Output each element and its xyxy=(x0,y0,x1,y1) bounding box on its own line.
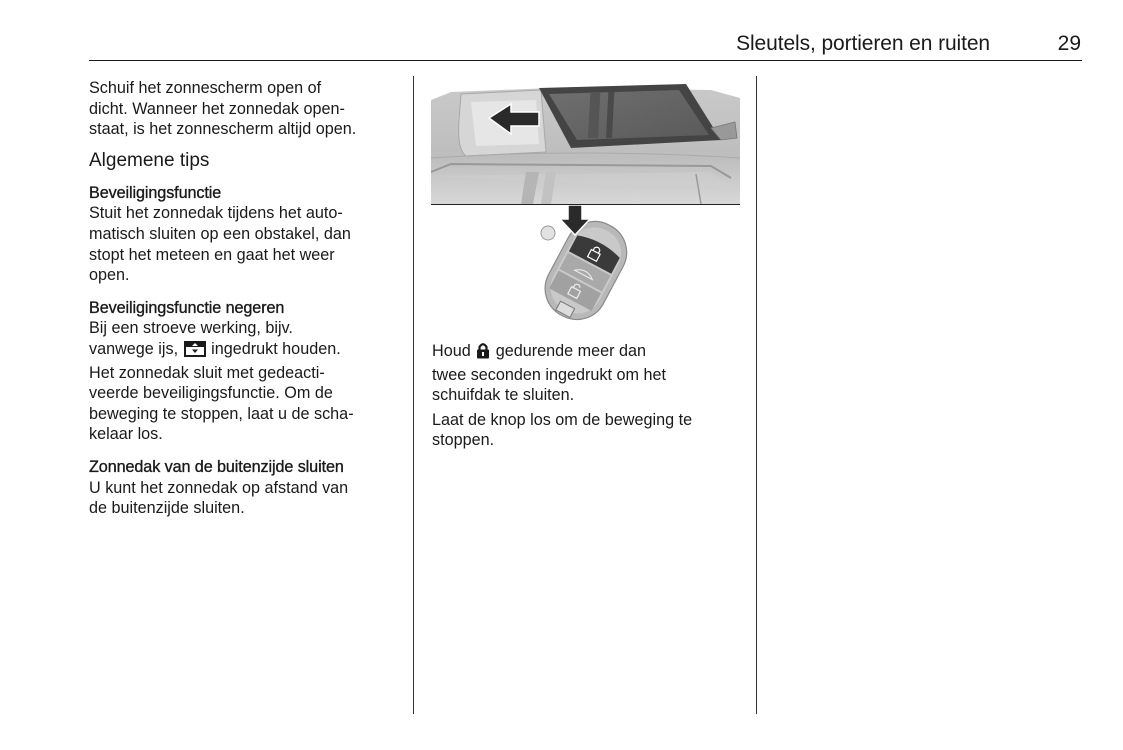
lock-icon xyxy=(476,342,490,365)
remote-block xyxy=(89,457,399,519)
sunroof-closing-illustration xyxy=(431,80,740,205)
text-line-with-icon xyxy=(432,341,742,365)
override-block xyxy=(89,298,399,445)
text-line: dicht. Wanneer het zonnedak open- xyxy=(89,99,345,118)
text-fragment: vanwege ijs, xyxy=(89,339,179,358)
sunroof-close-switch-icon xyxy=(184,341,206,363)
text-line: Stuit het zonnedak tijdens het auto- xyxy=(89,204,343,223)
safety-heading: Beveiligingsfunctie xyxy=(89,183,222,202)
page-number: 29 xyxy=(1057,32,1081,55)
intro-paragraph xyxy=(89,78,399,140)
text-line-with-icon xyxy=(89,339,399,363)
text-line: schuifdak te sluiten. xyxy=(432,386,575,405)
key-fob-lock-button-illustration xyxy=(520,205,650,330)
text-fragment: ingedrukt houden. xyxy=(211,339,341,358)
column-divider-right xyxy=(756,76,757,714)
text-line: Bij een stroeve werking, bijv. xyxy=(89,319,293,338)
text-line: beweging te stoppen, laat u de scha- xyxy=(89,404,354,423)
text-line: open. xyxy=(89,266,130,285)
release-paragraph xyxy=(432,410,742,451)
text-line: de buitenzijde sluiten. xyxy=(89,499,245,518)
column-1 xyxy=(89,78,399,528)
text-line: kelaar los. xyxy=(89,425,163,444)
column-2 xyxy=(432,341,742,460)
text-line: stoppen. xyxy=(432,431,495,450)
text-line: U kunt het zonnedak op afstand van xyxy=(89,478,349,497)
column-divider-left xyxy=(413,76,414,714)
safety-block xyxy=(89,183,399,286)
text-line: Schuif het zonnescherm open of xyxy=(89,79,322,97)
instruction-paragraph xyxy=(432,341,742,406)
text-line: matisch sluiten op een obstakel, dan xyxy=(89,224,351,243)
text-fragment: gedurende meer dan xyxy=(495,342,646,360)
remote-heading: Zonnedak van de buitenzijde sluiten xyxy=(89,457,344,476)
section-heading: Algemene tips xyxy=(89,149,210,171)
text-line: stopt het meteen en gaat het weer xyxy=(89,245,335,264)
text-line: staat, is het zonnescherm altijd open. xyxy=(89,120,357,139)
text-line: Het zonnedak sluit met gedeacti- xyxy=(89,363,325,382)
text-line: Laat de knop los om de beweging te xyxy=(432,410,693,429)
page-header xyxy=(89,30,1082,61)
override-heading: Beveiligingsfunctie negeren xyxy=(89,298,285,317)
text-line: veerde beveiligingsfunctie. Om de xyxy=(89,384,333,403)
chapter-title: Sleutels, portieren en ruiten xyxy=(736,32,990,55)
text-line: twee seconden ingedrukt om het xyxy=(432,365,666,384)
text-fragment: Houd xyxy=(432,342,471,360)
